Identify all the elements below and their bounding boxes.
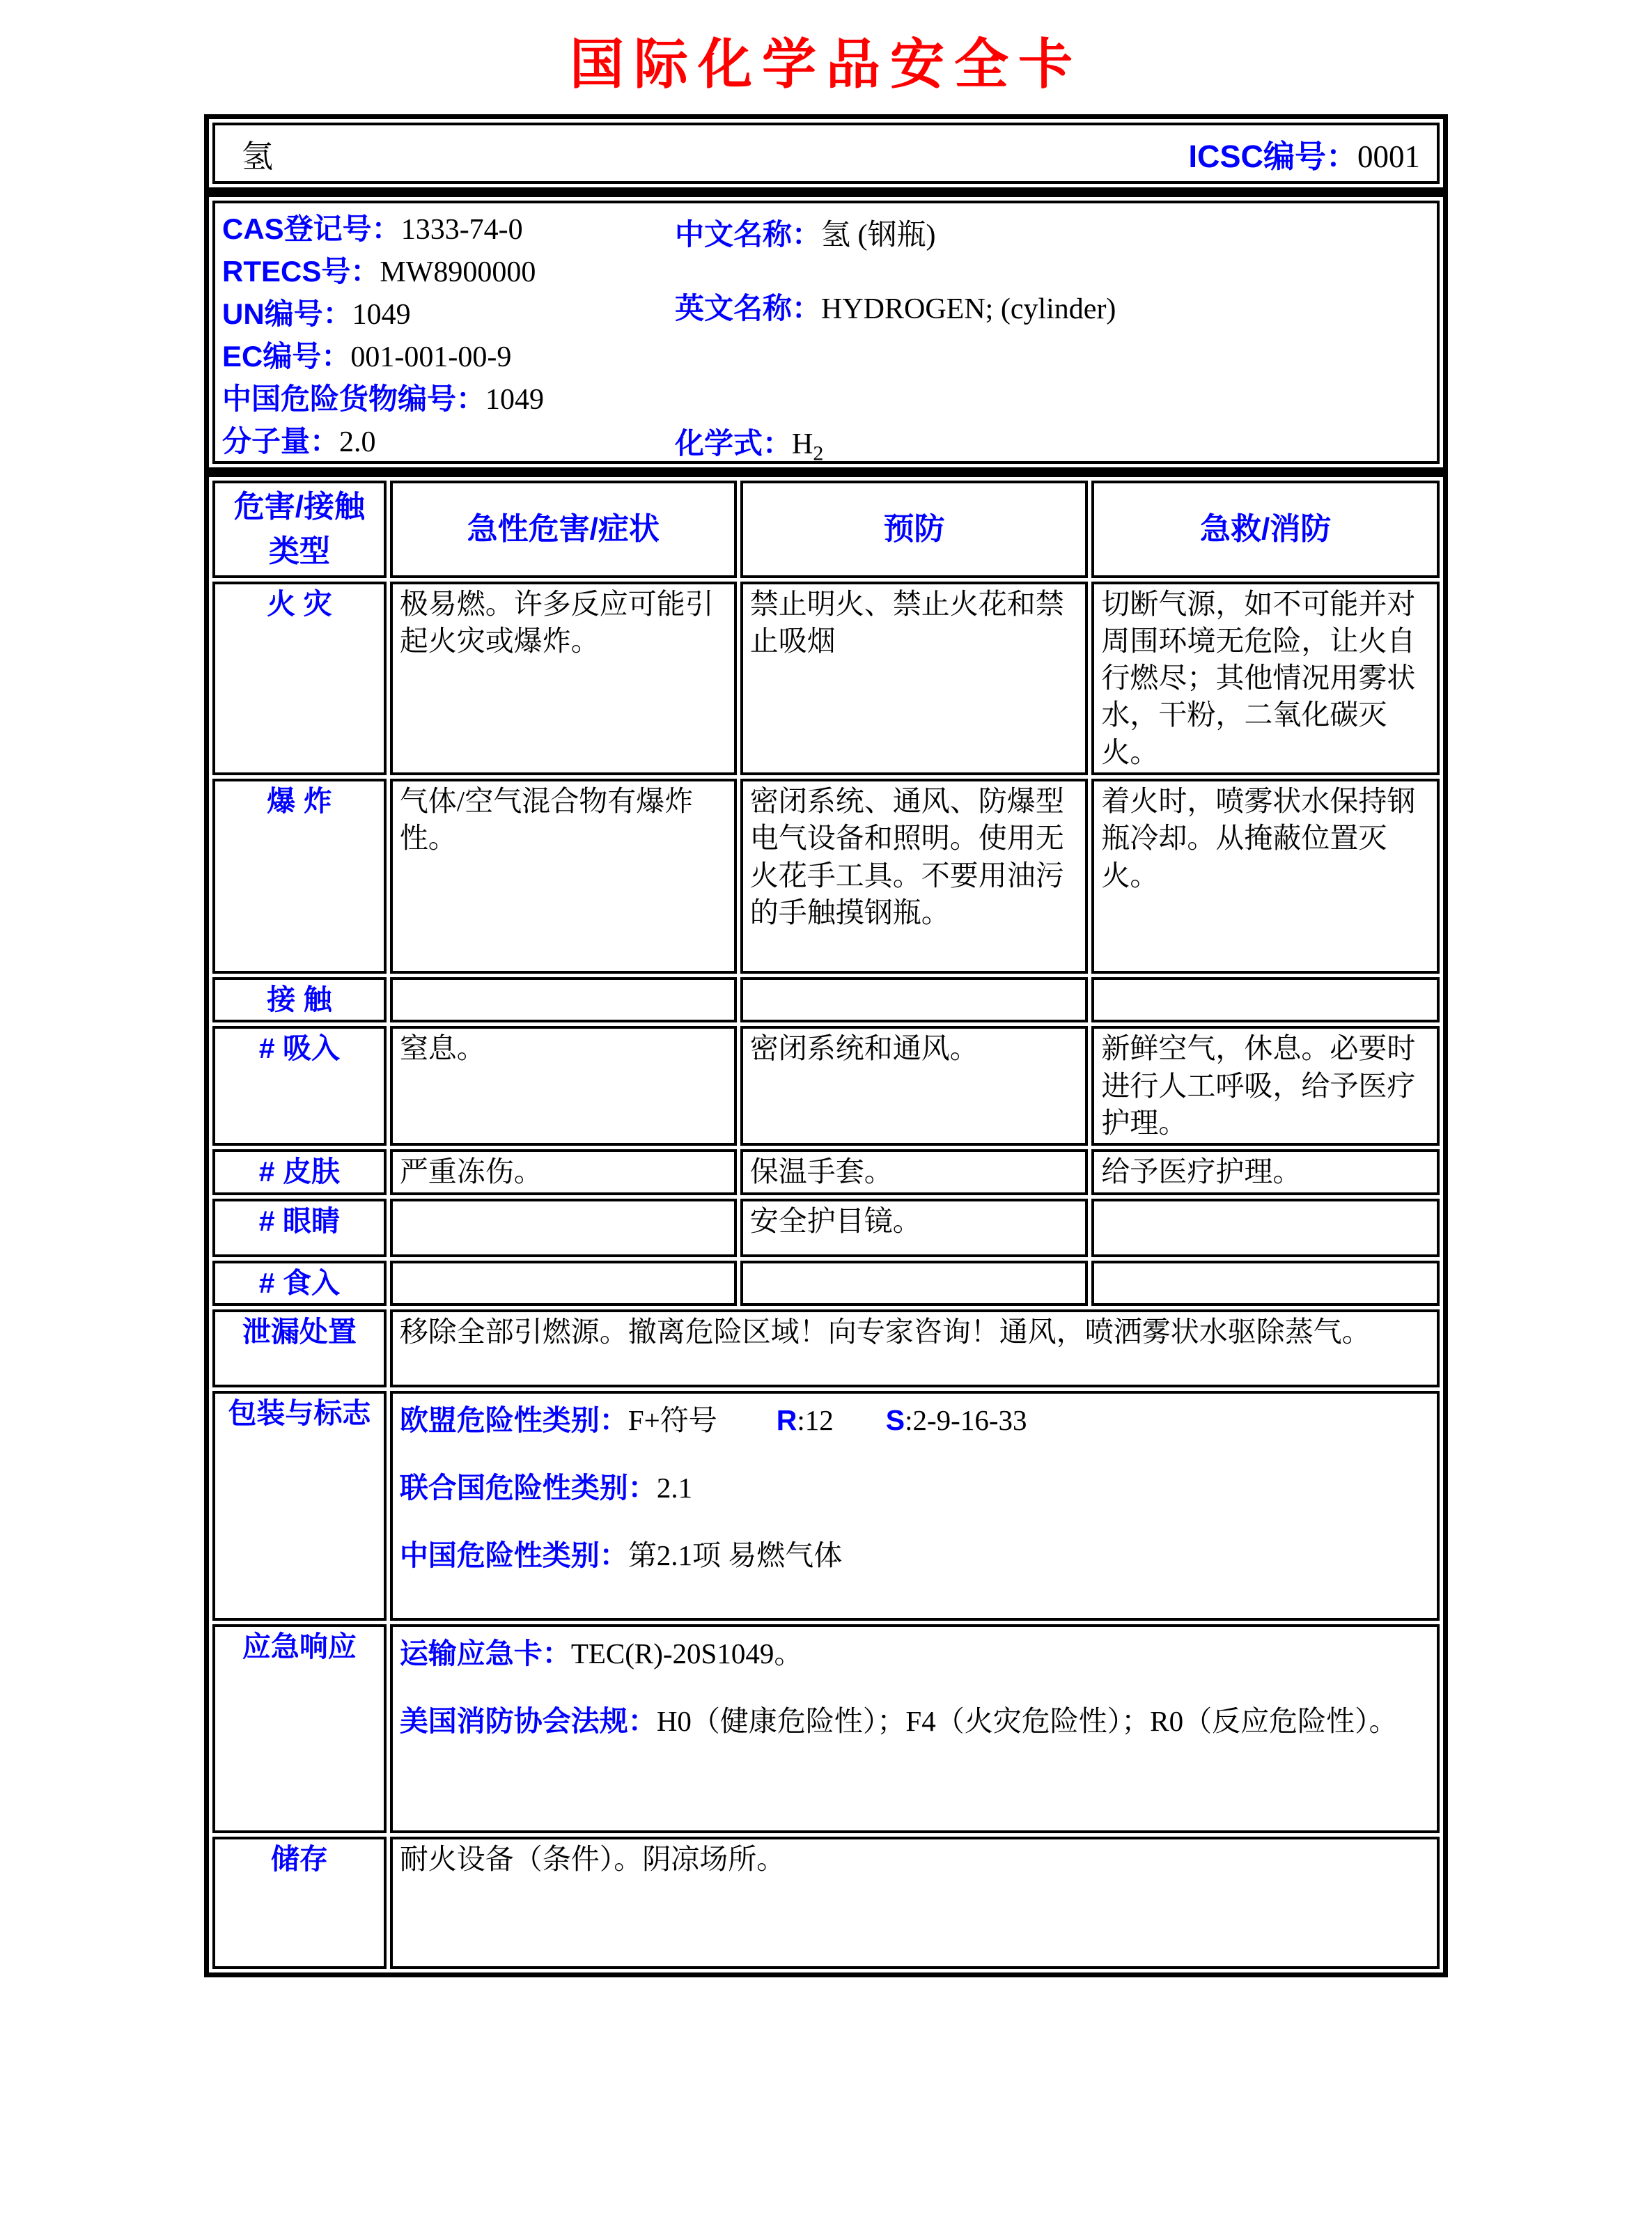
table-row-packaging-labelling xyxy=(212,1391,1440,1621)
china-dg-number-row xyxy=(222,378,1437,420)
hazard-table xyxy=(209,477,1443,1972)
molecular-weight-row xyxy=(222,420,1437,462)
chinese-name-value: 氢 (钢瓶) xyxy=(821,219,936,251)
un-hazard-class-line xyxy=(400,1470,1430,1507)
inhalation-row-label: # 吸入 xyxy=(212,1026,387,1146)
cas-number-label: CAS登记号： xyxy=(222,212,401,245)
ingestion-row-label: # 食入 xyxy=(212,1261,387,1306)
ingestion-firstaid-cell xyxy=(1091,1261,1440,1306)
spill-row-label: 泄漏处置 xyxy=(212,1309,387,1387)
table-row-spill-disposal xyxy=(212,1309,1440,1387)
identifiers-box xyxy=(212,201,1440,464)
chemical-formula-row xyxy=(675,421,823,464)
icsc-number xyxy=(1188,131,1420,176)
table-row-emergency-response xyxy=(212,1624,1440,1833)
section-identifiers xyxy=(204,192,1448,472)
ingestion-symptoms-cell xyxy=(390,1261,737,1306)
chemical-formula-value: $H_2$ xyxy=(792,428,824,464)
un-hazard-class-label: 联合国危险性类别： xyxy=(399,1472,657,1504)
table-row-skin xyxy=(212,1149,1440,1194)
nfpa-code-line xyxy=(400,1703,1430,1740)
explosion-symptoms-cell: 气体/空气混合物有爆炸性。 xyxy=(390,779,737,974)
table-row-explosion xyxy=(212,779,1440,974)
fire-row-label: 火 灾 xyxy=(212,582,387,775)
explosion-firstaid-cell: 着火时，喷雾状水保持钢瓶冷却。从掩蔽位置灭火。 xyxy=(1091,779,1440,974)
rtecs-number-value: MW8900000 xyxy=(380,256,536,288)
packaging-row-label: 包装与标志 xyxy=(212,1391,387,1621)
table-row-storage xyxy=(212,1837,1440,1969)
skin-firstaid-cell: 给予医疗护理。 xyxy=(1091,1149,1440,1194)
explosion-row-label: 爆 炸 xyxy=(212,779,387,974)
section-hazard-table xyxy=(204,472,1448,1977)
icsc-card xyxy=(204,114,1448,1977)
ec-number-label: EC编号： xyxy=(222,340,351,373)
fire-prevention-cell: 禁止明火、禁止火花和禁止吸烟 xyxy=(740,582,1089,775)
spill-text-cell: 移除全部引燃源。撤离危险区域！向专家咨询！通风，喷洒雾状水驱除蒸气。 xyxy=(390,1309,1440,1387)
inhalation-symptoms-cell: 窒息。 xyxy=(390,1026,737,1146)
english-name-label: 英文名称： xyxy=(675,292,822,325)
eyes-symptoms-cell xyxy=(390,1199,737,1257)
eu-hazard-class-label: 欧盟危险性类别： xyxy=(399,1403,628,1436)
molecular-weight-label: 分子量： xyxy=(222,425,340,458)
emergency-row-label: 应急响应 xyxy=(212,1624,387,1833)
transport-emergency-card-value: TEC(R)-20S1049。 xyxy=(570,1637,803,1670)
col-header-symptoms: 急性危害/症状 xyxy=(390,481,737,578)
emergency-content-cell xyxy=(390,1624,1440,1833)
substance-header-box xyxy=(212,123,1440,184)
eu-hazard-class-line xyxy=(400,1402,1430,1439)
exposure-symptoms-cell xyxy=(390,977,737,1022)
skin-row-label: # 皮肤 xyxy=(212,1149,387,1194)
ec-number-value: 001-001-00-9 xyxy=(350,341,512,373)
english-name-value: HYDROGEN; (cylinder) xyxy=(821,293,1116,325)
exposure-firstaid-cell xyxy=(1091,977,1440,1022)
packaging-content-cell xyxy=(390,1391,1440,1621)
english-name-row xyxy=(675,286,1116,327)
fire-symptoms-cell: 极易燃。许多反应可能引起火灾或爆炸。 xyxy=(390,582,737,775)
r-phrases-value: :12 xyxy=(797,1403,834,1436)
hazard-table-header-row xyxy=(212,481,1440,578)
chinese-name-row xyxy=(675,212,936,254)
explosion-prevention-cell: 密闭系统、通风、防爆型电气设备和照明。使用无火花手工具。不要用油污的手触摸钢瓶。 xyxy=(740,779,1089,974)
skin-prevention-cell: 保温手套。 xyxy=(740,1149,1089,1194)
eyes-firstaid-cell xyxy=(1091,1199,1440,1257)
cas-number-value: 1333-74-0 xyxy=(400,214,523,246)
un-number-label: UN编号： xyxy=(222,297,352,330)
eyes-row-label: # 眼睛 xyxy=(212,1199,387,1257)
exposure-row-label: 接 触 xyxy=(212,977,387,1022)
ec-number-row xyxy=(222,335,1437,378)
china-dg-number-value: 1049 xyxy=(485,384,545,416)
exposure-prevention-cell xyxy=(740,977,1089,1022)
eyes-prevention-cell: 安全护目镜。 xyxy=(740,1199,1089,1257)
ingestion-prevention-cell xyxy=(740,1261,1089,1306)
fire-firstaid-cell: 切断气源，如不可能并对周围环境无危险，让火自行燃尽；其他情况用雾状水，干粉，二氧化碳灭火。 xyxy=(1091,582,1440,775)
page-title: 国际化学品安全卡 xyxy=(569,33,1082,95)
china-hazard-class-label: 中国危险性类别： xyxy=(399,1539,628,1572)
storage-text-cell: 耐火设备（条件）。阴凉场所。 xyxy=(390,1837,1440,1969)
col-header-prevention: 预防 xyxy=(740,481,1089,578)
storage-row-label: 储存 xyxy=(212,1837,387,1969)
china-dg-number-label: 中国危险货物编号： xyxy=(222,382,486,415)
table-row-eyes xyxy=(212,1199,1440,1257)
china-hazard-class-value: 第2.1项 易燃气体 xyxy=(628,1539,843,1572)
col-header-hazard-type: 危害/接触类型 xyxy=(212,481,387,578)
substance-name: 氢 xyxy=(242,139,274,174)
chemical-formula-label: 化学式： xyxy=(675,427,793,460)
un-number-value: 1049 xyxy=(352,299,411,331)
table-row-exposure xyxy=(212,977,1440,1022)
icsc-number-value: 0001 xyxy=(1357,139,1420,174)
eu-hazard-class-value: F+符号 xyxy=(628,1403,717,1436)
table-row-ingestion xyxy=(212,1261,1440,1306)
chinese-name-label: 中文名称： xyxy=(675,218,822,251)
transport-emergency-card-line xyxy=(400,1635,1430,1672)
inhalation-firstaid-cell: 新鲜空气，休息。必要时进行人工呼吸，给予医疗护理。 xyxy=(1091,1026,1440,1146)
un-hazard-class-value: 2.1 xyxy=(656,1472,693,1504)
section-header xyxy=(204,114,1448,192)
table-row-inhalation xyxy=(212,1026,1440,1146)
transport-emergency-card-label: 运输应急卡： xyxy=(399,1637,571,1670)
col-header-firstaid: 急救/消防 xyxy=(1091,481,1440,578)
s-phrases-label: S xyxy=(885,1403,905,1436)
nfpa-code-value: H0（健康危险性）；F4（火灾危险性）；R0（反应危险性）。 xyxy=(656,1705,1398,1738)
molecular-weight-value: 2.0 xyxy=(339,426,376,458)
icsc-number-label: ICSC编号： xyxy=(1188,138,1357,174)
inhalation-prevention-cell: 密闭系统和通风。 xyxy=(740,1026,1089,1146)
skin-symptoms-cell: 严重冻伤。 xyxy=(390,1149,737,1194)
s-phrases-value: :2-9-16-33 xyxy=(905,1403,1027,1436)
nfpa-code-label: 美国消防协会法规： xyxy=(399,1705,657,1738)
china-hazard-class-line xyxy=(400,1537,1430,1574)
rtecs-number-label: RTECS号： xyxy=(222,255,380,288)
r-phrases-label: R xyxy=(776,1403,797,1436)
table-row-fire xyxy=(212,582,1440,775)
